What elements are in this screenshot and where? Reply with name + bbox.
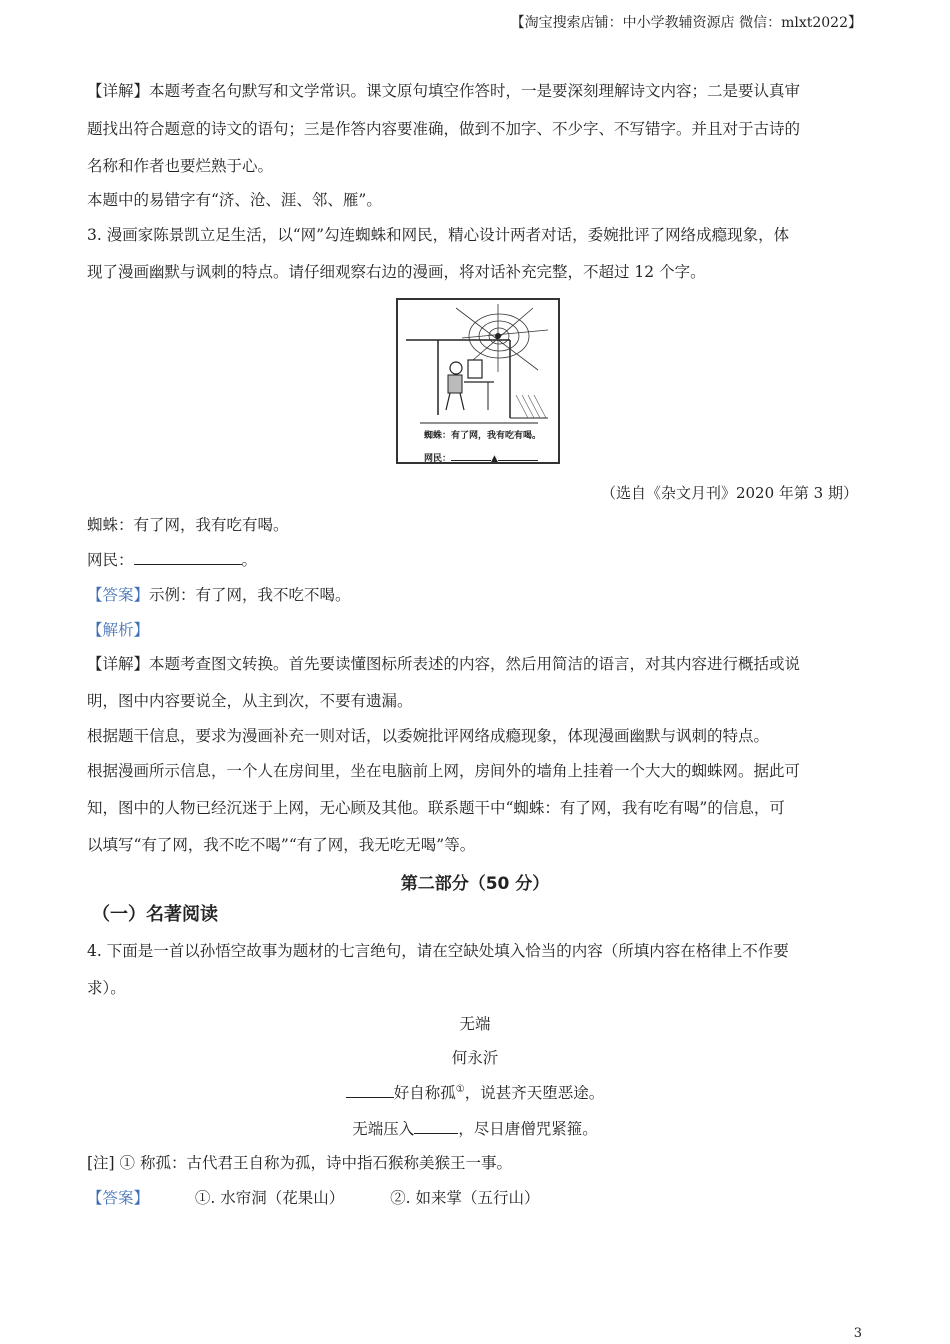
q3-detail-line-3: 根据题干信息，要求为漫画补充一则对话，以委婉批评网络成瘾现象，体现漫画幽默与讽刺的特点。 — [87, 727, 770, 745]
section-title: （一）名著阅读 — [92, 904, 218, 925]
q4-answer-1: ①. 水帘洞（花果山） — [194, 1189, 345, 1207]
poem-blank-2 — [414, 1119, 458, 1134]
q4-answer-2: ②. 如来掌（五行山） — [390, 1189, 540, 1207]
q3-answer: 示例：有了网，我不吃不喝。 — [149, 586, 351, 604]
poem-title: 无端 — [459, 1015, 491, 1033]
poem-line-1-text: 好自称孤 — [393, 1084, 456, 1102]
answer-tag: 【答案】 — [87, 586, 150, 604]
detail-line-1: 【详解】本题考查名句默写和文学常识。课文原句填空作答时，一是要深刻理解诗文内容；二是要认真审 — [87, 82, 801, 100]
cartoon-caption-netizen — [424, 446, 538, 464]
q3-detail-line-1: 【详解】本题考查图文转换。首先要读懂图标所表述的内容，然后用简洁的语言，对其内容进行概括或说 — [87, 655, 801, 673]
q3-answer-line — [87, 584, 351, 606]
q3-stem-line-2: 现了漫画幽默与讽刺的特点。请仔细观察右边的漫画，将对话补充完整，不超过 12 个字。 — [87, 263, 706, 281]
part2-title: 第二部分（50 分） — [400, 874, 550, 894]
cartoon-figure — [396, 298, 560, 464]
footnote-marker: ① — [455, 1083, 465, 1095]
q3-stem-line-1: 3. 漫画家陈景凯立足生活，以“网”勾连蜘蛛和网民，精心设计两者对话，委婉批评了网络成瘾现象，体 — [87, 226, 790, 244]
poem-note: [注] ① 称孤：古代君王自称为孤，诗中指石猴称美猴王一事。 — [87, 1154, 512, 1172]
netizen-end: 。 — [241, 551, 258, 569]
cartoon-caption-spider: 蜘蛛：有了网，我有吃有喝。 — [424, 431, 542, 441]
spider-line: 蜘蛛：有了网，我有吃有喝。 — [87, 516, 289, 534]
poem-line-2 — [0, 1117, 950, 1139]
q3-detail-line-4: 根据漫画所示信息，一个人在房间里，坐在电脑前上网，房间外的墙角上挂着一个大大的蜘蛛网。据此可 — [87, 762, 801, 780]
q3-detail-line-5: 知，图中的人物已经沉迷于上网，无心顾及其他。联系题干中“蜘蛛：有了网，我有吃有喝”的信息，可 — [87, 799, 785, 817]
netizen-blank — [134, 550, 242, 565]
poem-line-1-end: ，说甚齐天堕恶途。 — [464, 1084, 605, 1102]
cartoon-source: （选自《杂文月刊》2020 年第 3 期） — [600, 484, 858, 502]
page-number: 3 — [853, 1326, 862, 1341]
poem-line-1 — [0, 1081, 950, 1103]
detail-line-4: 本题中的易错字有“济、沧、涯、邻、雁”。 — [87, 191, 382, 209]
q4-stem-line-2: 求）。 — [87, 979, 126, 997]
cartoon-caption-marker: ▲ — [491, 454, 498, 464]
poem-line-2-end: ，尽日唐僧咒紧箍。 — [458, 1120, 598, 1138]
poem-author: 何永沂 — [451, 1049, 499, 1067]
page-header: 【淘宝搜索店铺：中小学教辅资源店 微信：mlxt2022】 — [510, 15, 862, 31]
netizen-line — [87, 549, 257, 571]
analysis-tag: 【解析】 — [87, 621, 150, 639]
q3-detail-line-2: 明，图中内容要说全，从主到次，不要有遗漏。 — [87, 692, 413, 710]
detail-line-2: 题找出符合题意的诗文的语句；三是作答内容要准确，做到不加字、不少字、不写错字。并且对于古诗的 — [87, 120, 801, 138]
netizen-label: 网民： — [87, 551, 134, 569]
q4-answer-line — [87, 1187, 539, 1209]
q4-stem-line-1: 4. 下面是一首以孙悟空故事为题材的七言绝句，请在空缺处填入恰当的内容（所填内容在格律上不作要 — [87, 942, 789, 960]
q4-answer-tag: 【答案】 — [87, 1189, 150, 1207]
detail-line-3: 名称和作者也要烂熟于心。 — [87, 157, 274, 175]
poem-line-2-start: 无端压入 — [352, 1120, 415, 1138]
cartoon-caption-netizen-label: 网民： — [424, 454, 452, 464]
poem-blank-1 — [346, 1083, 394, 1098]
q3-detail-line-6: 以填写“有了网，我不吃不喝”“有了网，我无吃无喝”等。 — [87, 836, 476, 854]
